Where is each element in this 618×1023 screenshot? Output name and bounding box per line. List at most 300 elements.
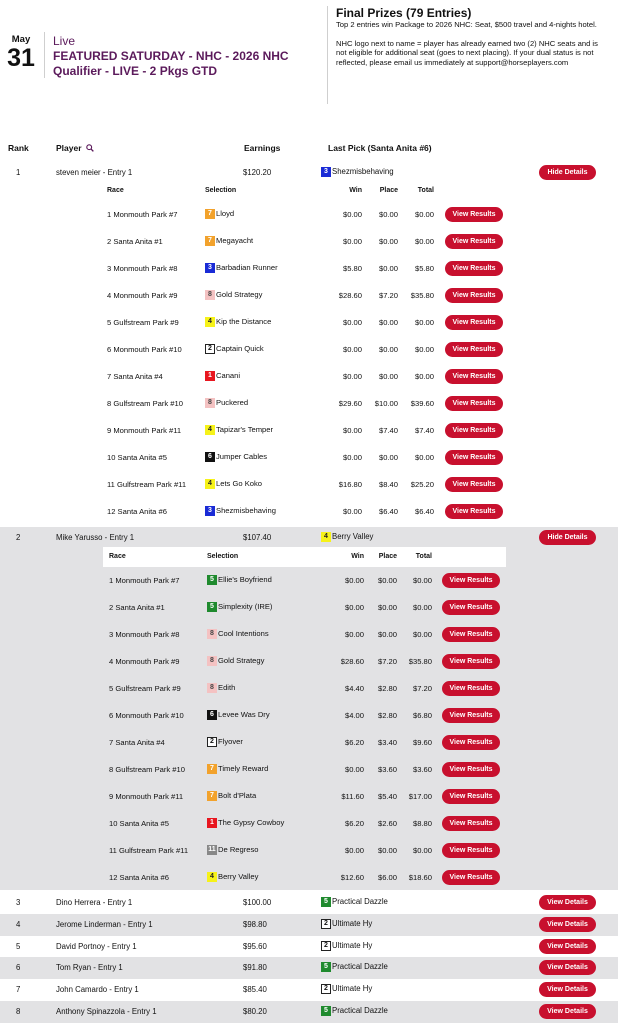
post-number-badge: 4 xyxy=(205,479,215,489)
horse-selection xyxy=(205,236,253,246)
post-number-badge: 2 xyxy=(321,941,331,951)
total-amount: $35.80 xyxy=(410,291,434,300)
horse-name: Practical Dazzle xyxy=(332,897,388,907)
total-amount: $0.00 xyxy=(414,453,434,462)
view-results-button[interactable]: View Results xyxy=(442,681,500,696)
race-row xyxy=(0,417,618,444)
view-results-button[interactable]: View Results xyxy=(442,843,500,858)
last-pick-cell xyxy=(321,897,388,907)
total-amount: $0.00 xyxy=(414,372,434,381)
place-amount: $0.00 xyxy=(377,576,397,585)
horse-name: Barbadian Runner xyxy=(216,263,278,272)
race-row xyxy=(0,621,618,648)
total-amount: $0.00 xyxy=(414,318,434,327)
view-results-button[interactable]: View Results xyxy=(445,261,503,276)
horse-name: Edith xyxy=(218,683,236,692)
win-amount: $12.60 xyxy=(340,873,364,882)
post-number-badge: 5 xyxy=(207,575,217,585)
horse-name: Tapizar's Temper xyxy=(216,425,274,434)
horse-selection xyxy=(207,764,268,774)
rank-cell: 2 xyxy=(16,533,21,542)
place-amount: $0.00 xyxy=(378,318,398,327)
view-details-button[interactable]: View Details xyxy=(539,982,596,997)
total-amount: $5.80 xyxy=(414,264,434,273)
post-number-badge: 8 xyxy=(207,629,217,639)
horse-selection xyxy=(207,818,284,828)
place-amount: $10.00 xyxy=(374,399,398,408)
race-name: 1 Monmouth Park #7 xyxy=(107,210,178,219)
win-amount: $0.00 xyxy=(344,765,364,774)
race-name: 12 Santa Anita #6 xyxy=(107,507,167,516)
last-pick-cell xyxy=(321,167,394,177)
total-amount: $17.00 xyxy=(408,792,432,801)
total-amount: $0.00 xyxy=(414,210,434,219)
post-number-badge: 8 xyxy=(205,398,215,408)
total-amount: $0.00 xyxy=(412,846,432,855)
win-amount: $0.00 xyxy=(344,630,364,639)
horse-selection xyxy=(207,710,270,720)
post-number-badge: 8 xyxy=(205,290,215,300)
horse-selection xyxy=(207,629,269,639)
race-row xyxy=(0,471,618,498)
race-details-panel xyxy=(0,181,618,525)
race-details-panel xyxy=(0,547,618,890)
total-amount: $0.00 xyxy=(414,237,434,246)
horse-name: Cool Intentions xyxy=(218,629,269,638)
race-name: 7 Santa Anita #4 xyxy=(109,738,165,747)
view-details-button[interactable]: View Details xyxy=(539,939,596,954)
leaderboard-row xyxy=(0,914,618,936)
hide-details-button[interactable]: Hide Details xyxy=(539,530,596,545)
horse-name: Simplexity (IRE) xyxy=(218,602,273,611)
total-amount: $9.60 xyxy=(412,738,432,747)
race-name: 4 Monmouth Park #9 xyxy=(107,291,178,300)
race-name: 6 Monmouth Park #10 xyxy=(109,711,184,720)
race-name: 8 Gulfstream Park #10 xyxy=(107,399,183,408)
race-name: 9 Monmouth Park #11 xyxy=(107,426,182,435)
divider xyxy=(327,6,328,104)
divider xyxy=(44,32,45,78)
player-name: Jerome Linderman - Entry 1 xyxy=(56,920,153,929)
last-pick-cell xyxy=(321,962,388,972)
total-amount: $7.40 xyxy=(414,426,434,435)
total-amount: $3.60 xyxy=(412,765,432,774)
race-row xyxy=(0,309,618,336)
earnings-cell: $98.80 xyxy=(243,920,267,929)
view-results-button[interactable]: View Results xyxy=(445,396,503,411)
event-month: May xyxy=(11,34,31,45)
horse-selection xyxy=(205,371,240,381)
horse-name: Kip the Distance xyxy=(216,317,272,326)
total-amount: $8.80 xyxy=(412,819,432,828)
post-number-badge: 11 xyxy=(208,846,216,853)
race-name: 3 Monmouth Park #8 xyxy=(107,264,178,273)
win-amount: $5.80 xyxy=(342,264,362,273)
total-amount: $7.20 xyxy=(412,684,432,693)
horse-name: Puckered xyxy=(216,398,249,407)
horse-selection xyxy=(207,683,235,693)
place-amount: $0.00 xyxy=(377,630,397,639)
race-row xyxy=(0,363,618,390)
place-amount: $8.40 xyxy=(378,480,398,489)
view-results-button[interactable]: View Results xyxy=(445,477,503,492)
race-row xyxy=(0,228,618,255)
last-pick-cell xyxy=(321,532,373,542)
post-number-badge: 2 xyxy=(321,919,331,929)
col-player-label: Player xyxy=(56,143,82,153)
win-amount: $11.60 xyxy=(341,792,364,801)
win-amount: $0.00 xyxy=(344,603,364,612)
race-row xyxy=(0,675,618,702)
horse-selection xyxy=(205,425,273,435)
view-details-button[interactable]: View Details xyxy=(539,917,596,932)
race-row xyxy=(0,702,618,729)
horse-name: Gold Strategy xyxy=(218,656,265,665)
horse-selection xyxy=(207,602,272,612)
place-amount: $7.40 xyxy=(378,426,398,435)
rank-cell: 5 xyxy=(16,942,21,951)
total-amount: $0.00 xyxy=(412,576,432,585)
horse-name: Canani xyxy=(216,371,241,380)
horse-selection xyxy=(207,656,264,666)
horse-selection xyxy=(207,845,259,855)
player-name: David Portnoy - Entry 1 xyxy=(56,942,137,951)
view-results-button[interactable]: View Results xyxy=(445,423,503,438)
place-amount: $2.80 xyxy=(377,711,397,720)
place-amount: $0.00 xyxy=(377,603,397,612)
race-row xyxy=(0,594,618,621)
event-info xyxy=(53,34,318,79)
view-results-button[interactable]: View Results xyxy=(442,870,500,885)
place-amount: $0.00 xyxy=(378,345,398,354)
race-row xyxy=(0,837,618,864)
post-number-badge: 7 xyxy=(207,764,217,774)
view-results-button[interactable]: View Results xyxy=(442,627,500,642)
horse-name: Ultimate Hy xyxy=(332,984,373,994)
win-amount: $28.60 xyxy=(338,291,362,300)
race-name: 12 Santa Anita #6 xyxy=(109,873,169,882)
place-amount: $6.40 xyxy=(378,507,398,516)
horse-selection xyxy=(207,791,256,801)
earnings-cell: $95.60 xyxy=(243,942,267,951)
post-number-badge: 8 xyxy=(207,656,217,666)
place-amount: $3.60 xyxy=(377,765,397,774)
place-amount: $2.60 xyxy=(377,819,397,828)
view-results-button[interactable]: View Results xyxy=(445,450,503,465)
race-name: 8 Gulfstream Park #10 xyxy=(109,765,185,774)
total-amount: $0.00 xyxy=(412,603,432,612)
race-name: 3 Monmouth Park #8 xyxy=(109,630,180,639)
place-amount: $0.00 xyxy=(378,237,398,246)
race-name: 11 Gulfstream Park #11 xyxy=(107,480,187,489)
view-results-button[interactable]: View Results xyxy=(442,762,500,777)
post-number-badge: 4 xyxy=(205,317,215,327)
leaderboard-row xyxy=(0,892,618,914)
last-pick-cell xyxy=(321,984,372,994)
col-win: Win xyxy=(351,553,364,560)
earnings-cell: $100.00 xyxy=(243,898,272,907)
total-amount: $25.20 xyxy=(410,480,434,489)
race-row xyxy=(0,756,618,783)
horse-name: Ellie's Boyfriend xyxy=(218,575,272,584)
col-win: Win xyxy=(349,187,362,194)
post-number-badge: 6 xyxy=(207,710,217,720)
post-number-badge: 3 xyxy=(205,506,215,516)
earnings-cell: $80.20 xyxy=(243,1007,267,1016)
post-number-badge: 5 xyxy=(321,962,331,972)
win-amount: $0.00 xyxy=(342,210,362,219)
race-name: 2 Santa Anita #1 xyxy=(109,603,165,612)
horse-name: Lloyd xyxy=(216,209,235,218)
rank-cell: 6 xyxy=(16,963,21,972)
race-row xyxy=(0,201,618,228)
post-number-badge: 3 xyxy=(321,167,331,177)
leaderboard-header xyxy=(0,143,618,155)
prizes-heading: Final Prizes (79 Entries) xyxy=(336,6,472,20)
view-results-button[interactable]: View Results xyxy=(445,369,503,384)
horse-name: Practical Dazzle xyxy=(332,962,388,972)
col-rank: Rank xyxy=(8,143,29,153)
race-name: 5 Gulfstream Park #9 xyxy=(107,318,179,327)
col-total: Total xyxy=(417,187,434,194)
post-number-badge: 3 xyxy=(205,263,215,273)
view-results-button[interactable]: View Results xyxy=(445,504,503,519)
race-name: 5 Gulfstream Park #9 xyxy=(109,684,181,693)
race-row xyxy=(0,390,618,417)
place-amount: $0.00 xyxy=(378,264,398,273)
prizes-panel xyxy=(336,7,606,67)
post-number-badge: 5 xyxy=(321,897,331,907)
view-details-button[interactable]: View Details xyxy=(539,895,596,910)
total-amount: $18.60 xyxy=(408,873,432,882)
post-number-badge: 4 xyxy=(205,425,215,435)
rank-cell: 1 xyxy=(16,168,21,177)
col-selection: Selection xyxy=(205,187,237,194)
player-name: Mike Yarusso - Entry 1 xyxy=(56,533,135,542)
total-amount: $0.00 xyxy=(414,345,434,354)
view-results-button[interactable]: View Results xyxy=(442,789,500,804)
win-amount: $0.00 xyxy=(342,453,362,462)
horse-name: De Regreso xyxy=(218,845,259,854)
place-amount: $0.00 xyxy=(378,453,398,462)
race-row xyxy=(0,336,618,363)
player-name: steven meier - Entry 1 xyxy=(56,168,133,177)
leaderboard-row xyxy=(0,527,618,549)
race-row xyxy=(0,498,618,525)
post-number-badge: 2 xyxy=(321,984,331,994)
rank-cell: 3 xyxy=(16,898,21,907)
player-name: Tom Ryan - Entry 1 xyxy=(56,963,123,972)
horse-selection xyxy=(207,575,272,585)
race-row xyxy=(0,810,618,837)
win-amount: $0.00 xyxy=(342,426,362,435)
leaderboard-row xyxy=(0,1001,618,1023)
win-amount: $0.00 xyxy=(342,345,362,354)
col-selection: Selection xyxy=(207,553,239,560)
post-number-badge: 8 xyxy=(207,683,217,693)
race-name: 6 Monmouth Park #10 xyxy=(107,345,182,354)
event-status: Live xyxy=(53,34,76,48)
win-amount: $0.00 xyxy=(342,237,362,246)
total-amount: $39.60 xyxy=(410,399,434,408)
horse-selection xyxy=(205,344,264,354)
view-results-button[interactable]: View Results xyxy=(445,288,503,303)
horse-selection xyxy=(205,506,276,516)
prizes-note: NHC logo next to name = player has already earned two (2) NHC seats and is not eligible for additional seat (goes to next placing). If your dual status is not reflected, please email us immediately at support@horseplayers.com xyxy=(336,38,598,67)
last-pick-cell xyxy=(321,941,372,951)
post-number-badge: 2 xyxy=(207,737,217,747)
horse-name: Jumper Cables xyxy=(216,452,268,461)
place-amount: $0.00 xyxy=(378,210,398,219)
col-race: Race xyxy=(109,553,126,560)
view-results-button[interactable]: View Results xyxy=(442,708,500,723)
win-amount: $28.60 xyxy=(340,657,364,666)
horse-name: The Gypsy Cowboy xyxy=(218,818,285,827)
player-name: John Camardo - Entry 1 xyxy=(56,985,139,994)
leaderboard-row xyxy=(0,979,618,1001)
race-details-header xyxy=(0,547,618,567)
place-amount: $0.00 xyxy=(378,372,398,381)
race-name: 2 Santa Anita #1 xyxy=(107,237,163,246)
post-number-badge: 6 xyxy=(205,452,215,462)
view-details-button[interactable]: View Details xyxy=(539,960,596,975)
race-row xyxy=(0,255,618,282)
post-number-badge: 7 xyxy=(207,791,217,801)
earnings-cell: $120.20 xyxy=(243,168,272,177)
win-amount: $16.80 xyxy=(338,480,362,489)
post-number-badge: 4 xyxy=(321,532,331,542)
race-row xyxy=(0,648,618,675)
player-name: Dino Herrera - Entry 1 xyxy=(56,898,133,907)
view-results-button[interactable]: View Results xyxy=(442,600,500,615)
race-name: 1 Monmouth Park #7 xyxy=(109,576,180,585)
horse-name: Berry Valley xyxy=(332,532,374,542)
place-amount: $0.00 xyxy=(377,846,397,855)
last-pick-cell xyxy=(321,919,372,929)
view-results-button[interactable]: View Results xyxy=(442,573,500,588)
prizes-text: Top 2 entries win Package to 2026 NHC: Seat, $500 travel and 4-nights hotel. xyxy=(336,20,597,29)
horse-selection xyxy=(205,479,262,489)
horse-selection xyxy=(205,263,278,273)
event-day: 31 xyxy=(7,44,35,72)
race-name: 9 Monmouth Park #11 xyxy=(109,792,184,801)
race-name: 10 Santa Anita #5 xyxy=(109,819,169,828)
win-amount: $0.00 xyxy=(344,846,364,855)
col-total: Total xyxy=(415,553,432,560)
place-amount: $7.20 xyxy=(377,657,397,666)
win-amount: $4.00 xyxy=(344,711,364,720)
earnings-cell: $85.40 xyxy=(243,985,267,994)
horse-selection xyxy=(205,209,234,219)
view-results-button[interactable]: View Results xyxy=(445,234,503,249)
horse-name: Gold Strategy xyxy=(216,290,263,299)
post-number-badge: 2 xyxy=(205,344,215,354)
search-icon[interactable] xyxy=(86,144,94,152)
place-amount: $2.80 xyxy=(377,684,397,693)
win-amount: $0.00 xyxy=(342,507,362,516)
view-results-button[interactable]: View Results xyxy=(445,315,503,330)
event-header xyxy=(0,0,618,110)
horse-selection xyxy=(205,398,248,408)
rank-cell: 4 xyxy=(16,920,21,929)
horse-name: Levee Was Dry xyxy=(218,710,270,719)
place-amount: $3.40 xyxy=(377,738,397,747)
view-results-button[interactable]: View Results xyxy=(442,735,500,750)
win-amount: $29.60 xyxy=(338,399,362,408)
col-race: Race xyxy=(107,187,124,194)
race-row xyxy=(0,864,618,891)
win-amount: $0.00 xyxy=(344,576,364,585)
post-number-badge: 7 xyxy=(205,209,215,219)
player-name: Anthony Spinazzola - Entry 1 xyxy=(56,1007,157,1016)
col-last-pick: Last Pick (Santa Anita #6) xyxy=(328,143,432,153)
horse-name: Shezmisbehaving xyxy=(216,506,276,515)
horse-name: Practical Dazzle xyxy=(332,1006,388,1016)
race-name: 4 Monmouth Park #9 xyxy=(109,657,180,666)
view-results-button[interactable]: View Results xyxy=(442,654,500,669)
horse-selection xyxy=(207,872,258,882)
horse-name: Ultimate Hy xyxy=(332,941,373,951)
place-amount: $6.00 xyxy=(377,873,397,882)
horse-name: Shezmisbehaving xyxy=(332,167,394,177)
col-earnings: Earnings xyxy=(244,143,281,153)
horse-selection xyxy=(207,737,243,747)
win-amount: $0.00 xyxy=(342,372,362,381)
horse-name: Megayacht xyxy=(216,236,254,245)
race-name: 11 Gulfstream Park #11 xyxy=(109,846,189,855)
race-name: 10 Santa Anita #5 xyxy=(107,453,167,462)
race-row xyxy=(0,783,618,810)
post-number-badge: 1 xyxy=(207,818,217,828)
total-amount: $35.80 xyxy=(408,657,432,666)
race-row xyxy=(0,282,618,309)
win-amount: $0.00 xyxy=(342,318,362,327)
horse-name: Berry Valley xyxy=(218,872,259,881)
place-amount: $7.20 xyxy=(378,291,398,300)
rank-cell: 7 xyxy=(16,985,21,994)
horse-selection xyxy=(205,317,271,327)
race-row xyxy=(0,444,618,471)
view-results-button[interactable]: View Results xyxy=(445,207,503,222)
horse-name: Captain Quick xyxy=(216,344,264,353)
win-amount: $6.20 xyxy=(344,738,364,747)
view-results-button[interactable]: View Results xyxy=(445,342,503,357)
race-details-header xyxy=(0,181,618,201)
race-row xyxy=(0,567,618,594)
leaderboard-row xyxy=(0,957,618,979)
race-name: 7 Santa Anita #4 xyxy=(107,372,163,381)
col-place: Place xyxy=(379,187,398,194)
post-number-badge: 5 xyxy=(207,602,217,612)
place-amount: $5.40 xyxy=(377,792,397,801)
hide-details-button[interactable]: Hide Details xyxy=(539,165,596,180)
earnings-cell: $91.80 xyxy=(243,963,267,972)
horse-name: Ultimate Hy xyxy=(332,919,373,929)
view-details-button[interactable]: View Details xyxy=(539,1004,596,1019)
post-number-badge: 5 xyxy=(321,1006,331,1016)
rank-cell: 8 xyxy=(16,1007,21,1016)
horse-name: Lets Go Koko xyxy=(216,479,263,488)
post-number-badge: 1 xyxy=(205,371,215,381)
post-number-badge: 7 xyxy=(205,236,215,246)
post-number-badge: 4 xyxy=(207,872,217,882)
view-results-button[interactable]: View Results xyxy=(442,816,500,831)
horse-selection xyxy=(205,452,267,462)
horse-name: Bolt d'Plata xyxy=(218,791,257,800)
col-place: Place xyxy=(378,553,397,560)
leaderboard-row xyxy=(0,936,618,958)
total-amount: $6.80 xyxy=(412,711,432,720)
